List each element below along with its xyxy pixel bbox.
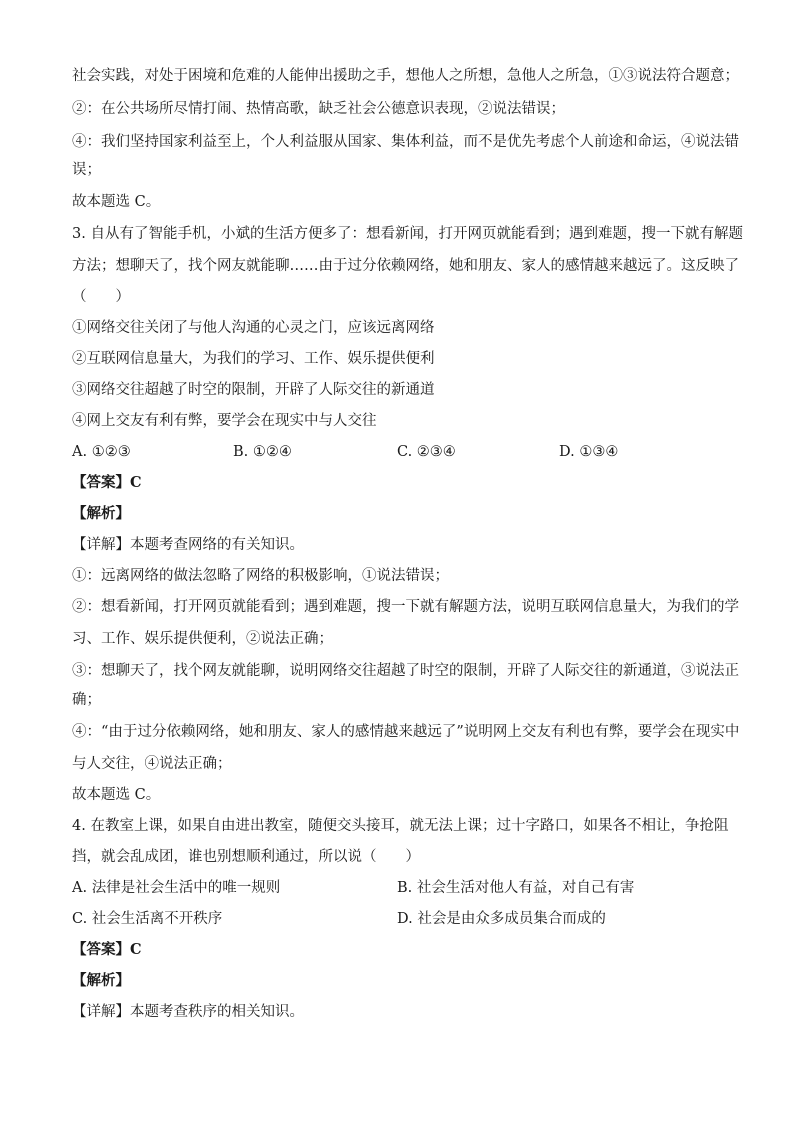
- question-3-option-a: A. ①②③: [72, 444, 131, 460]
- question-3-detail: ④：“由于过分依赖网络，她和朋友、家人的感情越来越远了”说明网上交友有利也有弊，要学会在现实中: [72, 724, 740, 740]
- question-3-detail: 习、工作、娱乐提供便利，②说法正确；: [72, 631, 333, 647]
- question-3-statement: ③网络交往超越了时空的限制，开辟了人际交往的新通道: [72, 382, 435, 398]
- question-4-analysis-heading: 【解析】: [72, 972, 130, 989]
- question-4-option-d: D. 社会是由众多成员集合而成的: [397, 911, 606, 927]
- question-3-detail: ③：想聊天了，找个网友就能聊，说明网络交往超越了时空的限制，开辟了人际交往的新通道，③说法正: [72, 663, 739, 679]
- question-3-option-d: D. ①③④: [559, 444, 619, 460]
- text-line: 误；: [72, 162, 101, 178]
- question-3-stem: 方法；想聊天了，找个网友就能聊……由于过分依赖网络，她和朋友、家人的感情越来越远了。这反映了: [72, 258, 739, 274]
- question-3-detail: 与人交往，④说法正确；: [72, 756, 232, 772]
- text-line: ④：我们坚持国家利益至上，个人利益服从国家、集体利益，而不是优先考虑个人前途和命运，④说法错: [72, 134, 739, 150]
- question-3-conclusion: 故本题选 C。: [72, 787, 161, 803]
- question-3-detail: ②：想看新闻，打开网页就能看到；遇到难题，搜一下就有解题方法，说明互联网信息量大，为我们的学: [72, 599, 739, 615]
- question-4-option-b: B. 社会生活对他人有益，对自己有害: [397, 880, 635, 896]
- question-3-detail: ①：远离网络的做法忽略了网络的积极影响，①说法错误；: [72, 568, 449, 584]
- question-4-detail: 【详解】本题考查秩序的相关知识。: [72, 1004, 304, 1020]
- question-4-stem: 挡，就会乱成团，谁也别想顺利通过，所以说（ ）: [72, 849, 420, 865]
- question-4-answer: 【答案】C: [72, 941, 142, 958]
- question-3-statement: ①网络交往关闭了与他人沟通的心灵之门，应该远离网络: [72, 320, 435, 336]
- question-3-stem: 3. 自从有了智能手机，小斌的生活方便多了：想看新闻，打开网页就能看到；遇到难题，搜一下就有解题: [72, 226, 743, 242]
- question-3-statement: ④网上交友有利有弊，要学会在现实中与人交往: [72, 413, 377, 429]
- text-line: 社会实践，对处于困境和危难的人能伸出援助之手，想他人之所想，急他人之所急，①③说法符合题意；: [72, 68, 739, 84]
- question-3-option-c: C. ②③④: [397, 444, 456, 460]
- question-4-stem: 4. 在教室上课，如果自由进出教室，随便交头接耳，就无法上课；过十字路口，如果各不相让，争抢阻: [72, 818, 729, 834]
- question-3-blank: （ ）: [72, 289, 130, 305]
- question-3-statement: ②互联网信息量大，为我们的学习、工作、娱乐提供便利: [72, 351, 435, 367]
- question-4-option-c: C. 社会生活离不开秩序: [72, 911, 223, 927]
- question-3-answer: 【答案】C: [72, 474, 142, 491]
- text-line: ②：在公共场所尽情打闹、热情高歌，缺乏社会公德意识表现，②说法错误；: [72, 101, 565, 117]
- question-3-detail: 确；: [72, 692, 101, 708]
- question-4-option-a: A. 法律是社会生活中的唯一规则: [72, 880, 281, 896]
- text-line: 故本题选 C。: [72, 194, 161, 210]
- question-3-analysis-heading: 【解析】: [72, 505, 130, 522]
- question-3-detail: 【详解】本题考查网络的有关知识。: [72, 537, 304, 553]
- question-3-option-b: B. ①②④: [233, 444, 292, 460]
